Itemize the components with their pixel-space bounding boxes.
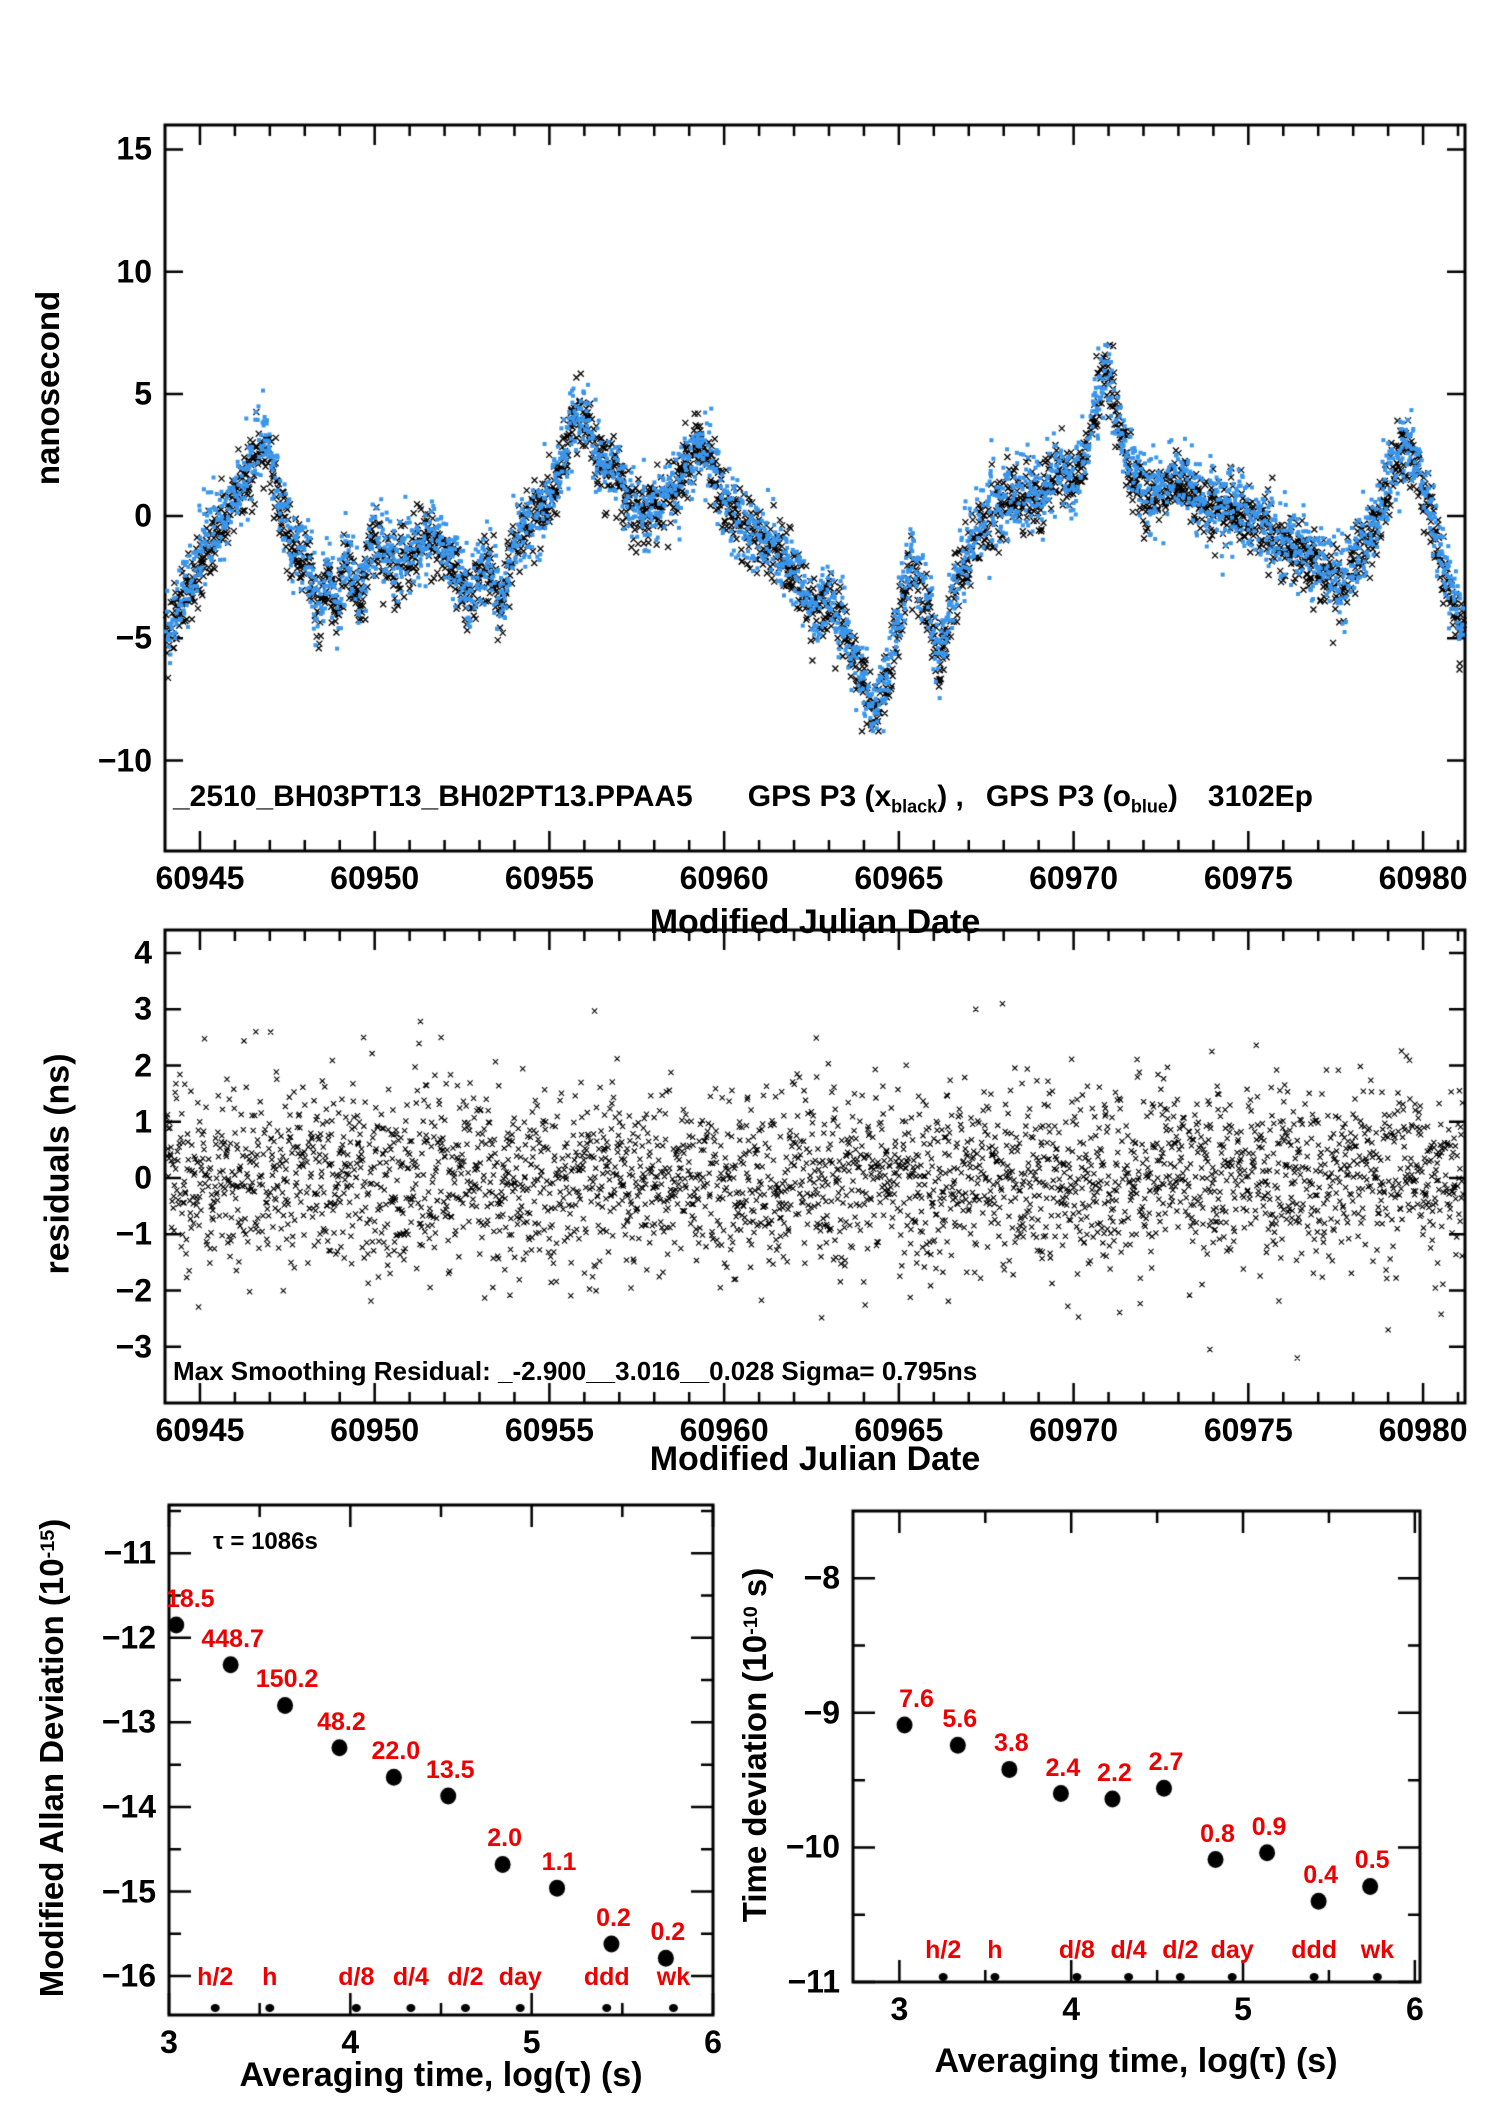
x-tick-label: 60970 <box>1029 1412 1119 1448</box>
x-tick-label: 60960 <box>679 860 769 896</box>
point-value-label: 7.6 <box>899 1684 934 1713</box>
x-tick-label: 60945 <box>155 1412 245 1448</box>
x-tick-label: 3 <box>890 1991 909 2027</box>
x-tick-label: 5 <box>1234 1991 1252 2027</box>
y-tick-label: −10 <box>785 1828 840 1865</box>
point-value-label: 2.4 <box>1045 1753 1081 1782</box>
series2-label: GPS P3 (o <box>985 780 1131 813</box>
x-tick-label: 60945 <box>155 860 245 896</box>
x-tick-label: 60955 <box>504 860 594 896</box>
y-tick-label: −3 <box>115 1328 152 1365</box>
phase-x-axis-title: Modified Julian Date <box>649 903 981 941</box>
x-tick-label: 4 <box>341 2024 360 2060</box>
x-tick-label: 60975 <box>1203 860 1293 896</box>
series1-label: GPS P3 (x <box>747 780 892 813</box>
x-tick-label: 5 <box>522 2024 541 2060</box>
receiver-code: 3102Ep <box>1207 780 1313 813</box>
y-tick-label: −1 <box>115 1215 152 1252</box>
series1-color-subscript: black <box>891 796 938 817</box>
x-tick-label: 60960 <box>679 1412 769 1448</box>
x-tick-label: 60950 <box>330 1412 420 1448</box>
point-value-label: 0.5 <box>1354 1846 1390 1875</box>
point-value-label: 0.2 <box>650 1918 686 1947</box>
x-tick-label: 60965 <box>854 860 944 896</box>
residuals-x-axis-title: Modified Julian Date <box>649 1440 981 1478</box>
averaging-interval-label: h <box>262 1963 278 1991</box>
y-tick-label: −10 <box>97 742 152 779</box>
x-tick-label: 60955 <box>504 1412 594 1448</box>
y-tick-label: −11 <box>103 1534 156 1571</box>
y-tick-label: 1 <box>134 1103 152 1140</box>
x-tick-label: 60980 <box>1378 860 1468 896</box>
y-tick-label: −2 <box>115 1272 152 1308</box>
averaging-interval-label: ddd <box>583 1963 630 1991</box>
averaging-interval-label: ddd <box>1291 1936 1338 1964</box>
y-tick-label: −12 <box>101 1619 156 1656</box>
point-value-label: 2.7 <box>1148 1748 1184 1777</box>
y-tick-label: 0 <box>134 497 152 534</box>
phase-annotation: _2510_BH03PT13_BH02PT13.PPAA5 GPS P3 $(x_{black})$ , GPS P3 $(o_{blue})$ 3102Ep <box>173 780 1313 817</box>
point-value-label: 2.0 <box>487 1824 523 1853</box>
point-value-label: 3.8 <box>993 1729 1029 1758</box>
x-tick-label: 6 <box>704 2024 722 2060</box>
mdev-x-axis-title: Averaging time, log(τ) (s) <box>239 2056 643 2094</box>
y-tick-label: −14 <box>101 1788 156 1825</box>
point-value-label: 48.2 <box>317 1707 366 1736</box>
point-value-label: 18.5 <box>165 1585 215 1614</box>
tdev-y-axis-title: Time deviation ($10^{-10}$ s) <box>736 1567 773 1923</box>
y-tick-label: −9 <box>803 1694 840 1731</box>
x-tick-label: 60975 <box>1203 1412 1293 1448</box>
averaging-interval-label: wk <box>656 1963 691 1991</box>
y-tick-label: −5 <box>115 619 152 656</box>
averaging-interval-label: day <box>498 1963 542 1991</box>
y-tick-label: 2 <box>134 1047 152 1084</box>
mdev-tau-annotation: τ = 1086s <box>213 1528 318 1555</box>
averaging-interval-label: d/2 <box>447 1963 484 1991</box>
y-tick-label: −13 <box>101 1703 156 1740</box>
residuals-annotation: Max Smoothing Residual: _-2.900__3.016__0.028 Sigma= 0.795ns <box>173 1356 978 1386</box>
x-tick-label: 4 <box>1062 1991 1081 2027</box>
point-value-label: 448.7 <box>201 1624 264 1653</box>
y-tick-label: 5 <box>134 375 152 412</box>
y-tick-label: −11 <box>787 1963 840 2000</box>
x-tick-label: 60950 <box>330 860 420 896</box>
y-tick-label: −16 <box>101 1957 156 1994</box>
averaging-interval-label: h <box>987 1936 1003 1964</box>
point-value-label: 0.9 <box>1251 1812 1287 1841</box>
residuals-y-axis-title: residuals (ns) <box>38 1053 77 1275</box>
point-value-label: 22.0 <box>371 1737 421 1766</box>
averaging-interval-label: d/4 <box>392 1963 429 1991</box>
point-value-label: 13.5 <box>425 1755 475 1784</box>
point-value-label: 1.1 <box>541 1848 577 1877</box>
y-tick-label: 10 <box>116 253 152 290</box>
x-tick-label: 60965 <box>854 1412 944 1448</box>
series2-color-subscript: blue <box>1130 796 1168 817</box>
x-tick-label: 3 <box>160 2024 178 2060</box>
mdev-y-axis-title: Modified Allan Deviation $(10^{-15})$ <box>33 1518 70 1998</box>
averaging-interval-label: d/2 <box>1162 1936 1199 1964</box>
point-value-label: 0.4 <box>1303 1861 1339 1890</box>
y-tick-label: −15 <box>101 1873 156 1910</box>
point-value-label: 2.2 <box>1097 1758 1132 1787</box>
y-tick-label: 15 <box>116 130 152 167</box>
phase-y-axis-title: nanosecond <box>29 290 66 486</box>
dataset-name: _2510_BH03PT13_BH02PT13.PPAA5 <box>173 780 693 813</box>
averaging-interval-label: wk <box>1360 1936 1395 1964</box>
point-value-label: 5.6 <box>942 1705 978 1734</box>
y-tick-label: 0 <box>134 1159 152 1196</box>
averaging-interval-label: d/8 <box>338 1963 375 1991</box>
point-value-label: 0.2 <box>596 1903 631 1932</box>
x-tick-label: 60970 <box>1029 860 1119 896</box>
averaging-interval-label: d/4 <box>1110 1936 1147 1964</box>
averaging-interval-label: day <box>1210 1936 1254 1964</box>
x-tick-label: 6 <box>1405 1991 1424 2027</box>
point-value-label: 150.2 <box>255 1665 319 1694</box>
averaging-interval-label: h/2 <box>197 1963 234 1991</box>
y-tick-label: 3 <box>134 990 152 1027</box>
point-value-label: 0.8 <box>1200 1819 1235 1848</box>
tdev-x-axis-title: Averaging time, log(τ) (s) <box>934 2042 1338 2080</box>
y-tick-label: 4 <box>134 934 152 971</box>
averaging-interval-label: h/2 <box>925 1936 962 1964</box>
y-tick-label: −8 <box>803 1559 840 1596</box>
x-tick-label: 60980 <box>1378 1412 1468 1448</box>
averaging-interval-label: d/8 <box>1058 1936 1095 1964</box>
